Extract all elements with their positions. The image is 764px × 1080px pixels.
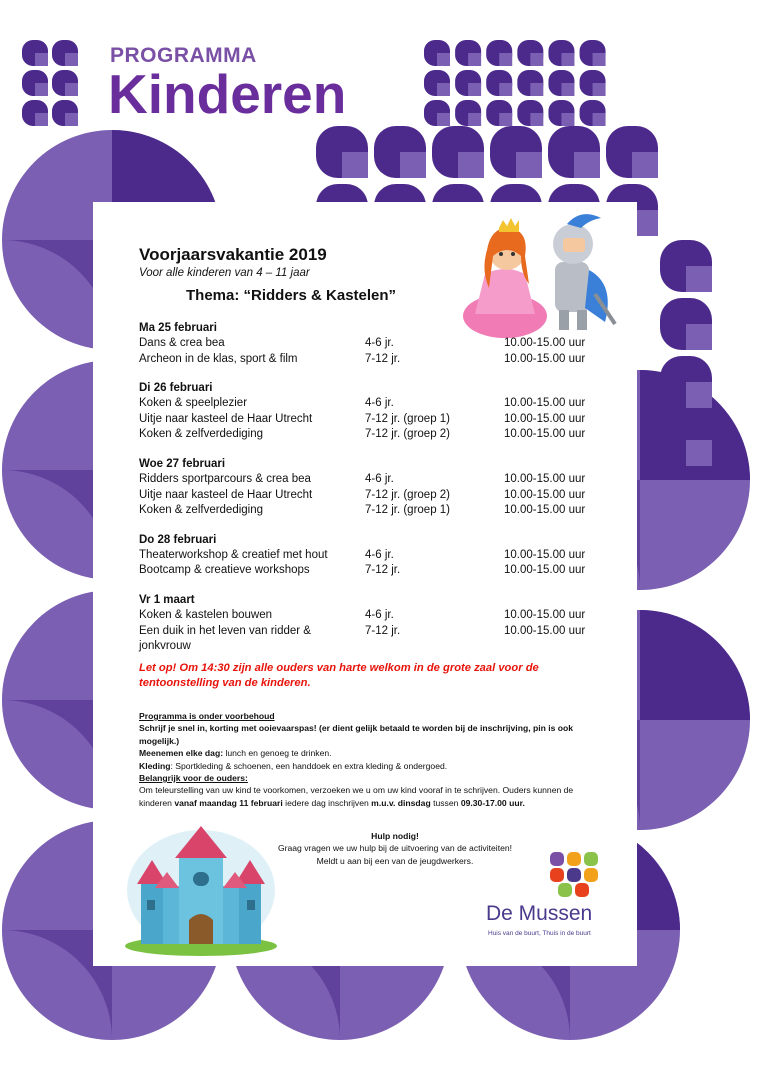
schedule <box>139 320 609 668</box>
schedule-row <box>139 352 609 368</box>
activity: Koken & kastelen bouwen <box>139 608 272 621</box>
clothing-text: : Sportkleding & schoenen, een handdoek en extra kleding & ondergoed. <box>170 760 448 771</box>
pattern-tile <box>486 40 512 66</box>
age-group: 7-12 jr. <box>365 352 401 365</box>
day-block <box>139 456 609 519</box>
pattern-tile <box>548 70 574 96</box>
activity: Koken & speelplezier <box>139 397 248 410</box>
day-heading: Woe 27 februari <box>139 457 226 470</box>
pattern-tile <box>517 70 543 96</box>
pattern-tile <box>424 40 450 66</box>
logo-tagline: Huis van de buurt, Thuis in de buurt <box>488 930 591 937</box>
day-block <box>139 320 609 367</box>
pattern-tile <box>424 70 450 96</box>
activity: Een duik in het leven van ridder & jonkvrouw <box>139 624 311 653</box>
age-group: 7-12 jr. (groep 2) <box>365 488 451 501</box>
pattern-tile <box>660 356 712 408</box>
pattern-tile <box>486 100 512 126</box>
pattern-tile <box>52 100 78 126</box>
pattern-tile <box>517 40 543 66</box>
header-small-title: PROGRAMMA <box>110 44 257 67</box>
parents-hours: 09.30-17.00 uur. <box>460 797 525 808</box>
pattern-tile <box>22 70 48 96</box>
pattern-tile <box>455 40 481 66</box>
activity: Uitje naar kasteel de Haar Utrecht <box>139 488 313 501</box>
schedule-row <box>139 412 609 428</box>
program-title: Voorjaarsvakantie 2019 <box>139 245 327 264</box>
activity: Dans & crea bea <box>139 337 225 349</box>
time: 10.00-15.00 uur <box>504 608 586 621</box>
schedule-row <box>139 548 609 564</box>
pattern-tile <box>660 240 712 292</box>
pattern-tile <box>455 100 481 126</box>
de-mussen-logo <box>486 850 616 950</box>
reserve-heading: Programma is onder voorbehoud <box>139 711 275 721</box>
age-group: 4-6 jr. <box>365 608 394 621</box>
schedule-row <box>139 503 609 519</box>
pattern-tile <box>22 100 48 126</box>
day-heading: Ma 25 februari <box>139 322 217 334</box>
age-group: 7-12 jr. (groep 2) <box>365 428 451 441</box>
time: 10.00-15.00 uur <box>504 412 586 425</box>
time: 10.00-15.00 uur <box>504 397 586 410</box>
age-group: 4-6 jr. <box>365 397 394 410</box>
pattern-tile <box>580 40 606 66</box>
help-line-2: Meldt u aan bij een van de jeugdwerkers. <box>316 855 474 866</box>
program-card <box>93 202 637 966</box>
pattern-tile <box>52 70 78 96</box>
help-heading: Hulp nodig! <box>371 831 419 841</box>
pattern-tile <box>374 126 426 178</box>
pattern-tile <box>517 100 543 126</box>
age-group: 7-12 jr. (groep 1) <box>365 504 451 517</box>
pattern-tile <box>22 40 48 66</box>
day-heading: Do 28 februari <box>139 533 217 546</box>
activity: Bootcamp & creatieve workshops <box>139 564 310 577</box>
day-block <box>139 532 609 579</box>
princess-knight-illustration <box>455 204 625 338</box>
activity: Koken & zelfverdediging <box>139 504 264 517</box>
time: 10.00-15.00 uur <box>504 564 586 577</box>
day-block <box>139 380 609 443</box>
time: 10.00-15.00 uur <box>504 337 586 349</box>
parents-date: vanaf maandag 11 februari <box>174 797 283 808</box>
day-block <box>139 592 609 655</box>
pattern-tile <box>455 70 481 96</box>
age-group: 7-12 jr. <box>365 624 401 637</box>
schedule-row <box>139 608 609 624</box>
schedule-row <box>139 472 609 488</box>
header-big-title: Kinderen <box>108 63 347 125</box>
pattern-tile <box>424 100 450 126</box>
activity: Archeon in de klas, sport & film <box>139 352 298 365</box>
parents-text-part: iedere dag inschrijven <box>282 797 372 808</box>
pattern-tile <box>580 70 606 96</box>
pattern-tile <box>606 126 658 178</box>
help-line-1: Graag vragen we uw hulp bij de uitvoering van de activiteiten! <box>277 843 513 854</box>
program-subtitle: Voor alle kinderen van 4 – 11 jaar <box>139 267 310 279</box>
schedule-row <box>139 624 609 655</box>
time: 10.00-15.00 uur <box>504 352 586 365</box>
time: 10.00-15.00 uur <box>504 428 586 441</box>
activity: Uitje naar kasteel de Haar Utrecht <box>139 412 313 425</box>
flower-logo-icon <box>548 850 600 898</box>
info-block <box>139 710 605 809</box>
age-group: 4-6 jr. <box>365 337 394 349</box>
age-group: 7-12 jr. <box>365 564 401 577</box>
pattern-tile <box>548 100 574 126</box>
pattern-tile <box>660 298 712 350</box>
logo-name: De Mussen <box>486 902 593 925</box>
schedule-row <box>139 563 609 579</box>
activity: Koken & zelfverdediging <box>139 428 264 441</box>
age-group: 4-6 jr. <box>365 548 394 561</box>
alert-notice: Let op! Om 14:30 zijn alle ouders van harte welkom in de grote zaal voor de tentoonstelling van de kinderen. <box>139 662 539 689</box>
time: 10.00-15.00 uur <box>504 624 586 637</box>
parents-text-part: tussen <box>430 797 461 808</box>
day-heading: Di 26 februari <box>139 382 213 395</box>
time: 10.00-15.00 uur <box>504 504 586 517</box>
parents-heading: Belangrijk voor de ouders: <box>139 773 248 784</box>
schedule-row <box>139 336 609 352</box>
clothing-label: Kleding <box>139 760 171 771</box>
pattern-tile <box>486 70 512 96</box>
age-group: 7-12 jr. (groep 1) <box>365 412 451 425</box>
schedule-row <box>139 427 609 443</box>
activity: Theaterworkshop & creatief met hout <box>139 548 328 561</box>
schedule-row <box>139 488 609 504</box>
parents-text-part: Om teleurstelling van uw kind te voorkomen, verzoeken we u om uw kind vooraf in te schrijven. Ouders kunnen de kinderen <box>139 785 574 808</box>
pattern-tile <box>432 126 484 178</box>
pattern-tile <box>548 126 600 178</box>
bring-label: Meenemen elke dag: <box>139 748 224 759</box>
time: 10.00-15.00 uur <box>504 488 586 501</box>
time: 10.00-15.00 uur <box>504 472 586 485</box>
schedule-row <box>139 396 609 412</box>
signup-note: Schrijf je snel in, korting met ooievaarspas! (er dient gelijk betaald te worden bij de inschrijving, pin is ook mogelijk.) <box>139 723 574 746</box>
pattern-tile <box>52 40 78 66</box>
clothing-line <box>139 760 605 772</box>
parents-exception: m.u.v. dinsdag <box>371 797 431 808</box>
pattern-tile <box>548 40 574 66</box>
bring-line <box>139 747 605 759</box>
bring-text: lunch en genoeg te drinken. <box>223 748 332 759</box>
activity: Ridders sportparcours & crea bea <box>139 472 311 485</box>
pattern-tile <box>660 414 712 466</box>
time: 10.00-15.00 uur <box>504 548 586 561</box>
pattern-tile <box>316 126 368 178</box>
parents-text <box>139 784 605 809</box>
pattern-tile <box>580 100 606 126</box>
age-group: 4-6 jr. <box>365 472 394 485</box>
pattern-tile <box>490 126 542 178</box>
day-heading: Vr 1 maart <box>139 593 195 606</box>
program-theme: Thema: “Ridders & Kastelen” <box>186 287 397 304</box>
